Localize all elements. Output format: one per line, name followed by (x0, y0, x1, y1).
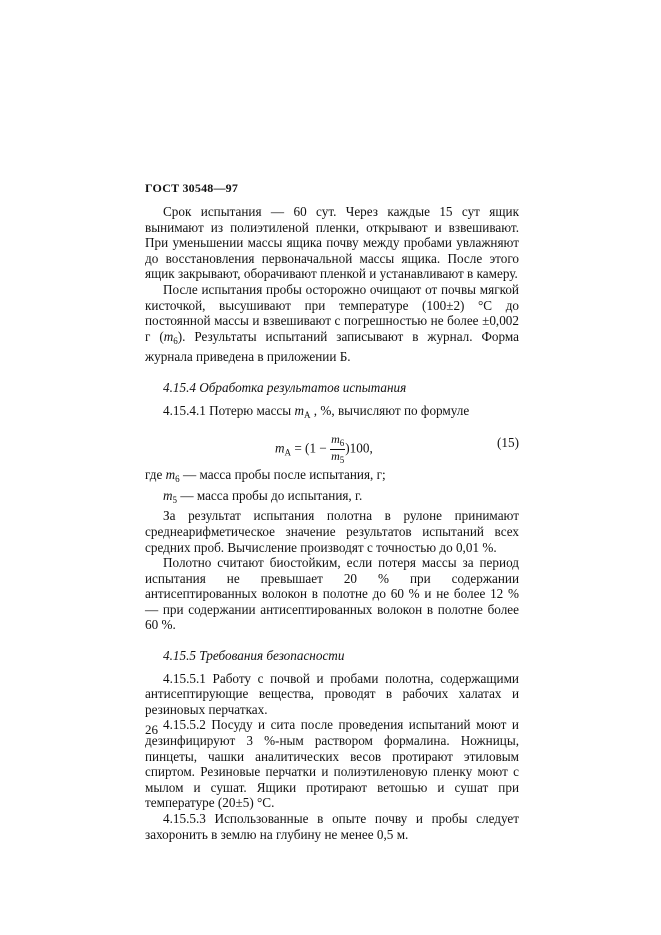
paragraph-mass-loss: 4.15.4.1 Потерю массы $m_А$ , %, вычисляют по формуле (163, 402, 470, 420)
paragraph-safety-2: 4.15.5.2 Посуду и сита после проведения испытаний моют и дезинфицируют 3 %-ным раствором формалина. Ножницы, пинцеты, чашки аналитических весов протирают этиловым спиртом. Резиновые перчатки и полиэтиленовую пленку моют с мылом и сушат. Ящики протирают ветошью и сушат при температуре (20±5) °С. (145, 717, 519, 811)
paragraph-safety-3: 4.15.5.3 Использованные в опыте почву и пробы следует захоронить в землю на глубину не менее 0,5 м. (145, 811, 519, 842)
formula-legend (145, 467, 519, 508)
paragraph-test-duration: Срок испытания — 60 сут. Через каждые 15 сут ящик вынимают из полиэтиленой пленки, открывают и взвешивают. При уменьшении массы ящика почву между пробами увлажняют до восстановления первоначальной массы ящика. После этого ящик закрывают, оборачивают пленкой и устанавливают в камеру. (145, 204, 519, 282)
formula-fraction: $\frac{m_6}{m_5}$ (331, 432, 345, 466)
formula-expression: $m_А = (1$ − $\frac{m_6}{m_5}$ )100, (275, 432, 373, 466)
legend-m5: $m_5$ — масса пробы до испытания, г. (163, 487, 363, 505)
paragraph-result-average: За результат испытания полотна в рулоне принимают среднеарифметическое значение результатов испытаний всех средних проб. Вычисление производят с точностью до 0,01 %. (145, 508, 519, 555)
formula-number: (15) (497, 435, 519, 451)
section-title-safety: 4.15.5 Требования безопасности (163, 648, 345, 664)
section-title-processing: 4.15.4 Обработка результатов испытания (163, 379, 407, 395)
paragraph-after-test: После испытания пробы осторожно очищают от почвы мягкой кисточкой, высушивают при температуре (100±2) °С до постоянной массы и взвешивают с погрешностью не более ±0,002 г $(m_6)$. Результаты испытаний записывают в журнал. Форма журнала приведена в приложении Б. (145, 281, 519, 365)
document-code-header: ГОСТ 30548—97 (145, 181, 239, 195)
document-body (145, 204, 519, 842)
paragraph-biostability: Полотно считают биостойким, если потеря массы за период испытания не превышает 20 % при содержании антисептированных волокон в полотне до 60 % и не более 12 % — при содержании антисептированных волокон в полотне более 60 %. (145, 555, 519, 633)
page-number: 26 (145, 722, 158, 737)
formula-15 (145, 427, 519, 465)
paragraph-safety-1: 4.15.5.1 Работу с почвой и пробами полотна, содержащими антисептирующие вещества, проводят в рабочих халатах и резиновых перчатках. (145, 670, 519, 717)
legend-m6: где $m_6$ — масса пробы после испытания, г; (145, 467, 386, 485)
